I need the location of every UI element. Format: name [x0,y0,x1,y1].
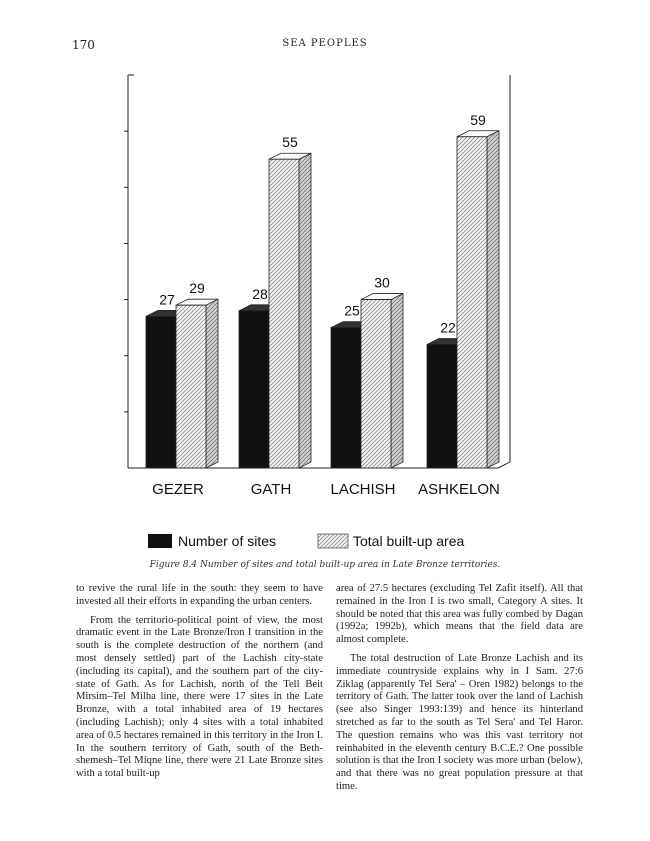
bars-group [146,131,499,468]
bar-side-total-built-up-area-gath [299,153,311,468]
data-label: 22 [440,319,456,336]
category-labels [152,481,500,498]
paragraph: From the territorio-political point of view, the most dramatic event in the Late Bronze/Iron I transition in the south is the complete destruction of the northern (and most densely settled) part of the Lachish city-state (including its capital), and the southern part of the city-state of Gath. As for Lachish, north of the Tell Beit Mirsim–Tel Milha line, there were 17 sites in the Late Bronze, with a total inhabited area of 19 hectares (including Lachish); only 4 sites with a total inhabited area of 0.5 hectares remained in this territory in the Iron I. In the southern territory of Gath, south of the Beth-shemesh–Tel Miqne line, there were 21 Late Bronze sites with a total built-up [76,614,323,780]
bar-total-built-up-area-ashkelon [457,137,487,468]
bar-side-total-built-up-area-lachish [391,294,403,468]
paragraph: area of 27.5 hectares (excluding Tel Zafit itself). All that remained in the Iron I is two small, Category A sites. It should be noted that this area was fully combed by Dagan (1992a; 1992b), which means that the field data are almost complete. [336,583,583,646]
bar-total-built-up-area-gezer [176,305,206,468]
bar-side-total-built-up-area-gezer [206,299,218,468]
data-label: 59 [470,111,486,128]
data-label: 29 [189,280,205,297]
running-head: SEA PEOPLES [282,38,368,49]
figure-caption: Figure 8.4 Number of sites and total built-up area in Late Bronze territories. [149,560,501,570]
legend-swatch-sites [148,534,172,548]
bar-side-total-built-up-area-ashkelon [487,131,499,468]
bar-number-of-sites-gezer [146,316,176,468]
bar-number-of-sites-lachish [331,328,361,468]
data-label: 27 [159,291,175,308]
paragraph: to revive the rural life in the south: they seem to have invested all their efforts in expanding the urban centers. [76,583,323,607]
data-label: 30 [374,274,390,291]
legend-label-sites: Number of sites [178,533,277,549]
category-label: GEZER [152,481,204,498]
bar-number-of-sites-gath [239,311,269,468]
bar-total-built-up-area-gath [269,159,299,468]
legend-swatch-area [318,534,348,548]
category-label: ASHKELON [418,481,500,498]
category-label: LACHISH [330,481,396,498]
bar-total-built-up-area-lachish [361,300,391,468]
category-label: GATH [250,481,292,498]
data-label: 28 [252,285,268,302]
text-column-right [336,583,583,800]
data-label: 25 [344,302,360,319]
bar-number-of-sites-ashkelon [427,344,457,468]
legend-label-area: Total built-up area [353,533,465,549]
data-label: 55 [282,134,298,151]
paragraph: The total destruction of Late Bronze Lachish and its immediate countryside explains why in I Sam. 27:6 Ziklag (apparently Tel Sera' – Oren 1982) belongs to the territory of Gath. The latter took over the land of Lachish (see also Singer 1993:139) and hence its hinterland stretched as far to the south as Tel Sera' and Tel Haror. The question remains who was this vast territory not reinhabited in the eleventh century B.C.E.? One possible solution is that the Iron I society was more urban (below), and that there was no great population pressure at that time. [336,652,583,792]
legend [148,533,465,549]
text-column-left [76,583,323,787]
floor-edge [498,462,510,468]
page-number: 170 [72,38,95,52]
